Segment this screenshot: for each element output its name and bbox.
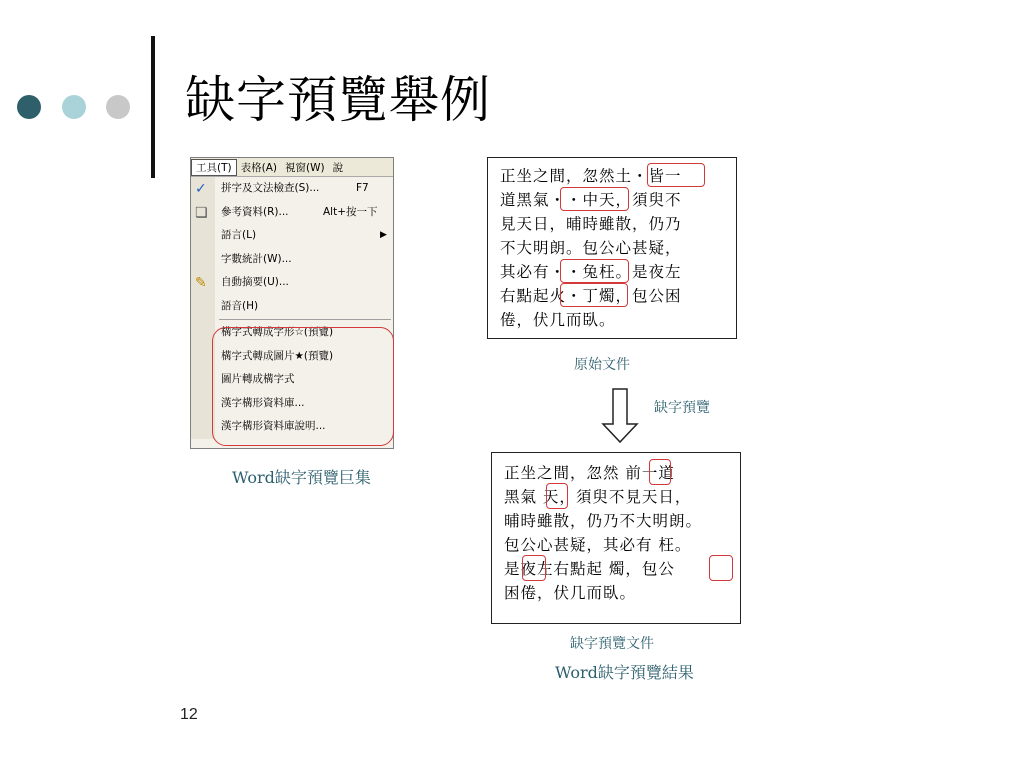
menu-item-autosummary[interactable] [191, 271, 393, 295]
missing-char-box [647, 163, 705, 187]
doc-line: 正坐之間，忽然土・皆一 [500, 167, 682, 185]
decor-dot-dark [17, 95, 41, 119]
preview-caption: 缺字預覽文件 [570, 636, 654, 652]
menu-item-label: 構字式轉成字形☆(預覽) [221, 326, 334, 338]
menu-item-label: 語音(H) [221, 299, 259, 312]
doc-line: 倦，伏几而臥。 [500, 311, 616, 329]
menubar-help[interactable]: 說 [332, 161, 344, 174]
doc-line: 不大明朗。包公心甚疑， [500, 239, 682, 257]
menu-item-shortcut: F7 [356, 182, 369, 194]
menu-item-spellcheck[interactable] [191, 177, 393, 201]
menu-item-label: 漢字構形資料庫說明... [221, 420, 326, 432]
original-document [487, 157, 737, 339]
preview-document [491, 452, 741, 624]
doc-line: 晡時雖散，仍乃不大明朗。 [504, 512, 703, 530]
doc-line: 包公心甚疑，其必有 枉。 [504, 536, 692, 554]
doc-line: 正坐之間，忽然 前一道 [504, 464, 675, 482]
doc-line: 黑氣 天，須臾不見天日， [504, 488, 692, 506]
missing-char-box [546, 483, 568, 509]
menu-item-label: 拼字及文法檢查(S)... [221, 182, 320, 194]
menubar-tools[interactable]: 工具(T) [191, 159, 237, 176]
original-caption: 原始文件 [574, 357, 630, 373]
submenu-arrow-icon: ▶ [380, 230, 387, 240]
menu-item-label: 自動摘要(U)... [221, 276, 289, 288]
slide-title: 缺字預覽舉例 [185, 71, 491, 129]
page-number: 12 [180, 706, 198, 723]
menu-item-research[interactable] [191, 201, 393, 225]
menu-item-language[interactable] [191, 224, 393, 248]
menu-item-label: 構字式轉成圖片★(預覽) [221, 349, 334, 362]
menu-item-label: 語言(L) [221, 229, 257, 241]
menu-item-label: 漢字構形資料庫... [221, 396, 305, 409]
doc-line: 是夜左右點起 燭，包公 [504, 560, 675, 578]
doc-line: 困倦，伏几而臥。 [504, 584, 637, 602]
missing-char-box [522, 555, 546, 581]
menu-item-label: 字數統計(W)... [221, 252, 292, 265]
missing-char-box [709, 555, 733, 581]
menu-item-label: 圖片轉成構字式 [221, 373, 295, 385]
doc-line: 右點起火・丁燭，包公困 [500, 287, 682, 305]
missing-char-box [560, 283, 628, 307]
menu-separator [219, 319, 391, 320]
research-icon: ❏ [195, 204, 208, 221]
decor-dot-light [62, 95, 86, 119]
missing-char-box [560, 259, 629, 283]
menu-caption: Word缺字預覽巨集 [232, 468, 371, 487]
autosummary-icon: ✎ [195, 275, 207, 291]
menu-item-label: 參考資料(R)... [221, 205, 289, 218]
menubar-table[interactable]: 表格(A) [240, 161, 277, 174]
doc-line: 道黑氣・・中天，須臾不 [500, 191, 682, 209]
menu-item-wordcount[interactable] [191, 248, 393, 272]
arrow-label: 缺字預覽 [654, 400, 710, 416]
missing-char-box [560, 187, 629, 211]
spellcheck-icon: ✓ [195, 181, 207, 197]
missing-char-box [649, 459, 671, 485]
menubar-window[interactable]: 視窗(W) [285, 161, 325, 174]
menu-item-speech[interactable] [191, 295, 393, 319]
result-caption: Word缺字預覽結果 [555, 663, 694, 682]
down-arrow-icon [600, 388, 640, 444]
title-divider [151, 36, 155, 178]
highlight-circle [212, 327, 394, 446]
menubar [191, 158, 393, 177]
menu-item-shortcut: Alt+按一下 [323, 205, 378, 218]
doc-line: 見天日，晡時雖散，仍乃 [500, 215, 682, 233]
decor-dot-gray [106, 95, 130, 119]
doc-line: 其必有・・兔枉。是夜左 [500, 263, 682, 281]
